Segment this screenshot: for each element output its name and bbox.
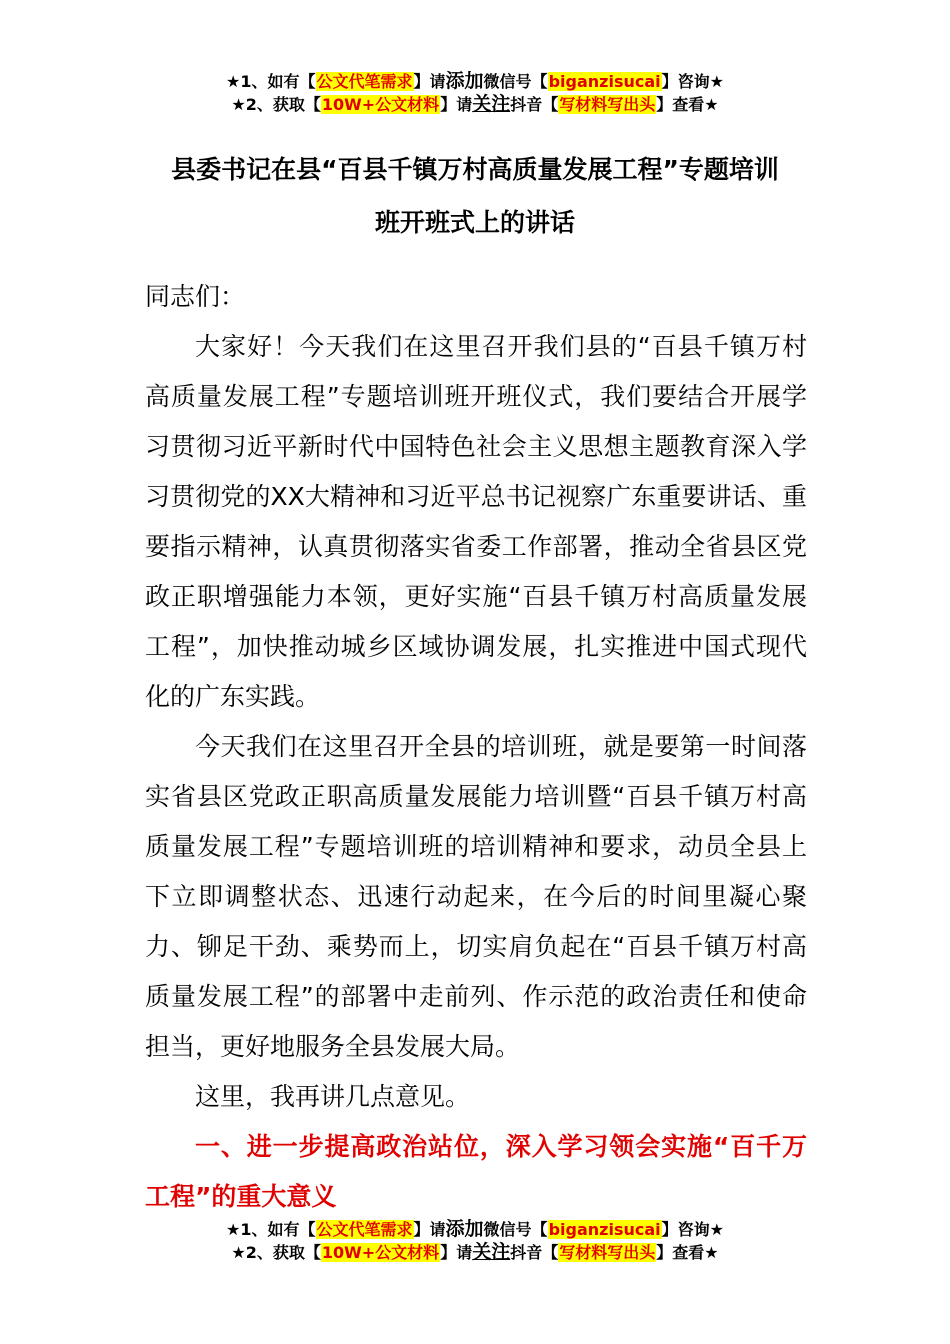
banner-line-2 xyxy=(0,93,950,116)
highlight-service: 公文代笔需求 xyxy=(316,72,413,91)
section-heading: 一、进一步提高政治站位，深入学习领会实施“百千万工程”的重大意义 xyxy=(145,1132,807,1211)
highlight-service: 公文代笔需求 xyxy=(316,1220,413,1239)
banner-text: 】咨询★ xyxy=(661,72,724,91)
salutation: 同志们： xyxy=(145,282,246,311)
top-banner xyxy=(0,70,950,116)
banner-text: 】请 xyxy=(413,72,446,91)
banner-text: 】查看★ xyxy=(656,95,719,114)
banner-text: ★1、如有【 xyxy=(226,72,316,91)
bottom-banner xyxy=(0,1218,950,1264)
highlight-douyin-account: 写材料写出头 xyxy=(559,95,656,114)
paragraph: 这里，我再讲几点意见。 xyxy=(195,1082,471,1111)
banner-emphasis: 关注 xyxy=(472,1241,511,1263)
banner-line-1 xyxy=(0,1218,950,1241)
highlight-materials: 10W+公文材料 xyxy=(321,95,440,114)
banner-line-2 xyxy=(0,1241,950,1264)
paragraph: 今天我们在这里召开全县的培训班，就是要第一时间落实省县区党政正职高质量发展能力培训暨“百县千镇万村高质量发展工程”专题培训班的培训精神和要求，动员全县上下立即调整状态、迅速行动起来，在今后的时间里凝心聚力、铆足干劲、乘势而上，切实肩负起在“百县千镇万村高质量发展工程”的部署中走前列、作示范的政治责任和使命担当，更好地服务全县发展大局。 xyxy=(145,732,807,1061)
title-line-2: 班开班式上的讲话 xyxy=(374,208,575,237)
banner-text: 】请 xyxy=(413,1220,446,1239)
banner-text: 微信号【 xyxy=(483,72,548,91)
banner-text: 抖音【 xyxy=(510,95,559,114)
banner-text: ★2、获取【 xyxy=(231,1243,321,1262)
banner-emphasis: 关注 xyxy=(472,93,511,115)
banner-emphasis: 添加 xyxy=(445,1218,484,1240)
banner-text: 微信号【 xyxy=(483,1220,548,1239)
banner-text: 抖音【 xyxy=(510,1243,559,1262)
banner-text: 】请 xyxy=(440,1243,473,1262)
banner-line-1 xyxy=(0,70,950,93)
highlight-wechat-id: biganzisucai xyxy=(548,1220,661,1239)
banner-text: 】请 xyxy=(440,95,473,114)
document-title xyxy=(60,143,890,249)
highlight-materials: 10W+公文材料 xyxy=(321,1243,440,1262)
paragraph: 大家好！今天我们在这里召开我们县的“百县千镇万村高质量发展工程”专题培训班开班仪式，我们要结合开展学习贯彻习近平新时代中国特色社会主义思想主题教育深入学习贯彻党的XX大精神和习近平总书记视察广东重要讲话、重要指示精神，认真贯彻落实省委工作部署，推动全省县区党政正职增强能力本领，更好实施“百县千镇万村高质量发展工程”，加快推动城乡区域协调发展，扎实推进中国式现代化的广东实践。 xyxy=(145,332,807,711)
banner-text: ★2、获取【 xyxy=(231,95,321,114)
banner-text: 】查看★ xyxy=(656,1243,719,1262)
highlight-douyin-account: 写材料写出头 xyxy=(559,1243,656,1262)
banner-emphasis: 添加 xyxy=(445,70,484,92)
banner-text: 】咨询★ xyxy=(661,1220,724,1239)
highlight-wechat-id: biganzisucai xyxy=(548,72,661,91)
document-body xyxy=(145,272,807,1222)
banner-text: ★1、如有【 xyxy=(226,1220,316,1239)
title-line-1: 县委书记在县“百县千镇万村高质量发展工程”专题培训 xyxy=(171,155,779,184)
